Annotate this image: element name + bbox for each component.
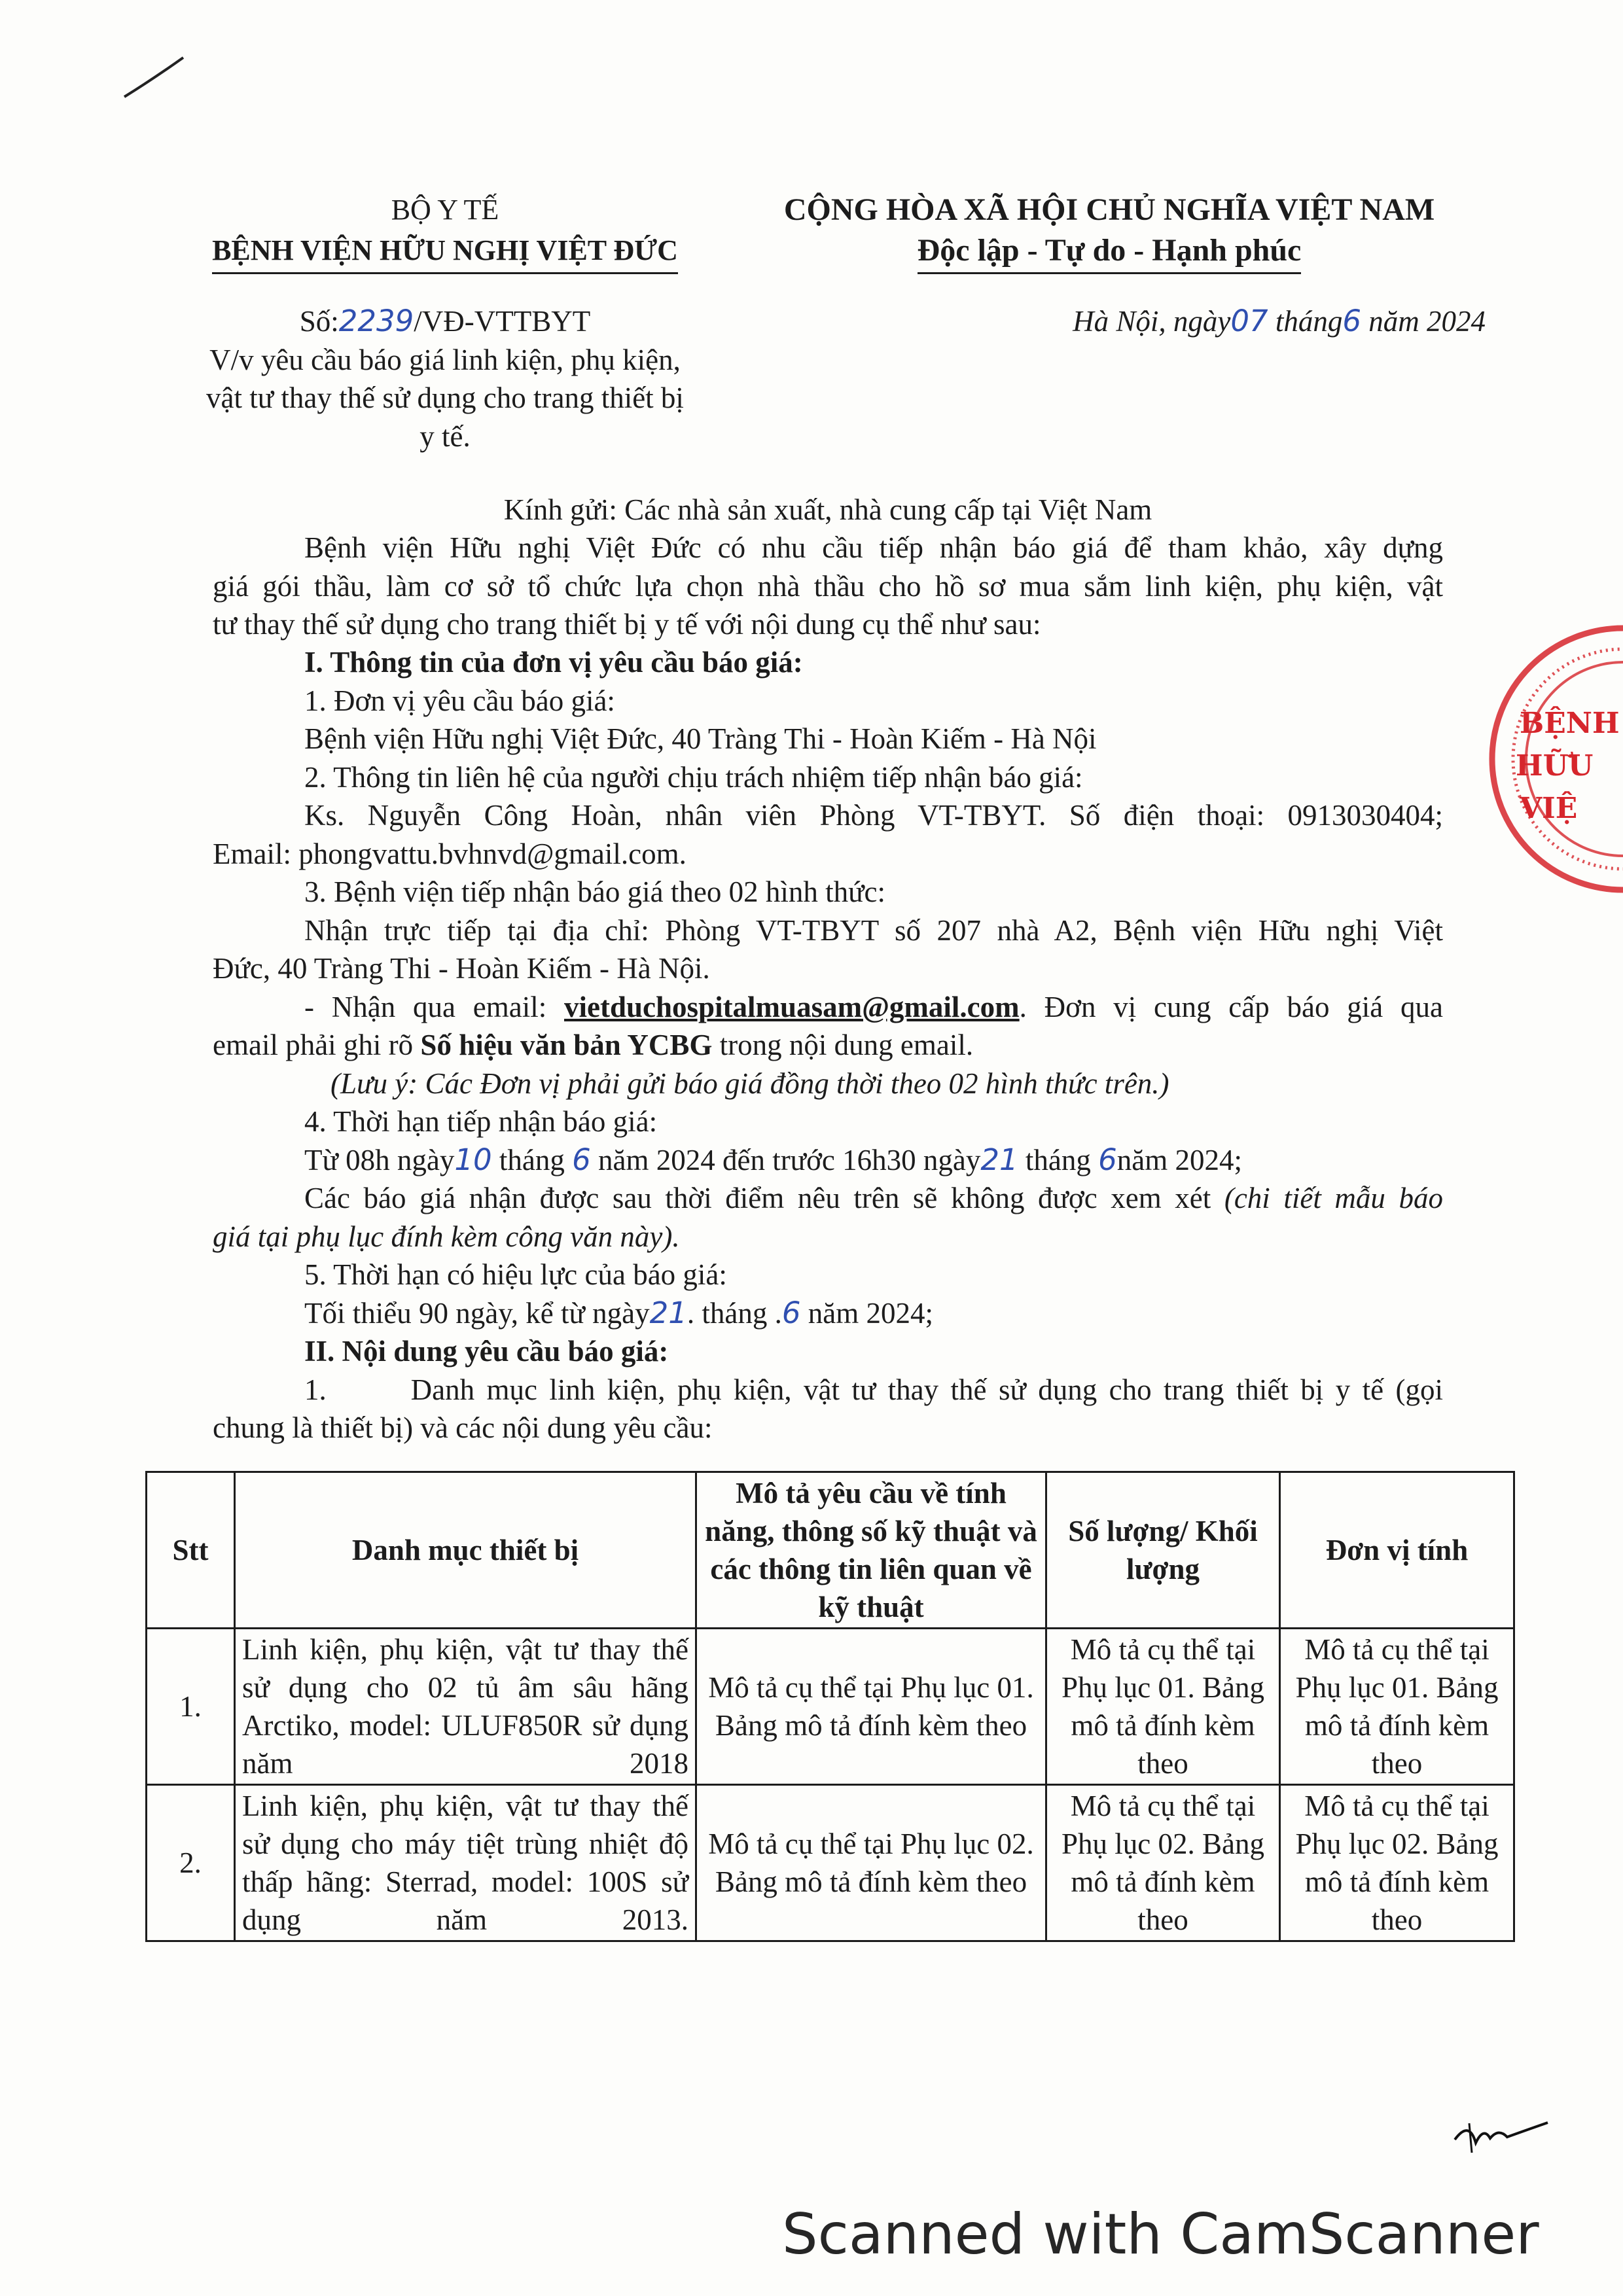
row-unit: Mô tả cụ thể tại Phụ lục 02. Bảng mô tả đính kèm theo xyxy=(1280,1785,1514,1941)
subject-line-3: y tế. xyxy=(419,419,471,453)
header-unit: Đơn vị tính xyxy=(1280,1472,1514,1629)
item-3-email-note: email phải ghi rõ Số hiệu văn bản YCBG trong nội dung email. xyxy=(213,1029,974,1061)
initials-mark xyxy=(1450,2113,1554,2159)
recipient-line: Kính gửi: Các nhà sản xuất, nhà cung cấp tại Việt Nam xyxy=(503,493,1152,526)
table-row xyxy=(147,1785,1514,1941)
hospital-name: BỆNH VIỆN HỮU NGHỊ VIỆT ĐỨC xyxy=(212,230,678,274)
reference-block xyxy=(173,302,717,455)
item-4-title: 4. Thời hạn tiếp nhận báo giá: xyxy=(304,1105,658,1138)
header-stt: Stt xyxy=(147,1472,235,1629)
row-device: Linh kiện, phụ kiện, vật tư thay thế sử dụng cho máy tiệt trùng nhiệt độ thấp hãng: Sterrad, model: 100S sử dụng năm 2013. xyxy=(235,1785,696,1941)
svg-text:VIỆ: VIỆ xyxy=(1520,792,1578,825)
section-1-title: I. Thông tin của đơn vị yêu cầu báo giá: xyxy=(304,646,803,679)
document-number: Số:2239/VĐ-VTTBYT xyxy=(299,304,591,338)
date-line: Hà Nội, ngày07 tháng6 năm 2024 xyxy=(1073,304,1486,338)
item-5-validity: Tối thiểu 90 ngày, kể từ ngày21. tháng .6 năm 2024; xyxy=(304,1296,933,1330)
subject-line-1: V/v yêu cầu báo giá linh kiện, phụ kiện, xyxy=(209,343,681,376)
item-2-title: 2. Thông tin liên hệ của người chịu trách nhiệm tiếp nhận báo giá: xyxy=(304,761,1083,794)
row-device: Linh kiện, phụ kiện, vật tư thay thế sử dụng cho 02 tủ âm sâu hãng Arctiko, model: ULUF850R sử dụng năm 2018 xyxy=(235,1629,696,1785)
national-header xyxy=(746,190,1472,274)
date-day: 07 xyxy=(1230,304,1268,338)
item-4-note-cont: giá tại phụ lục đính kèm công văn này). xyxy=(213,1220,680,1253)
item-2-email: Email: phongvattu.bvhnvd@gmail.com. xyxy=(213,838,687,870)
row-stt: 2. xyxy=(147,1785,235,1941)
item-3-email-line: - Nhận qua email: vietduchospitalmuasam@gmail.com. Đơn vị cung cấp báo giá qua xyxy=(304,991,1443,1023)
svg-text:HỮU: HỮU xyxy=(1516,749,1594,783)
official-seal xyxy=(1459,622,1623,896)
row-description: Mô tả cụ thể tại Phụ lục 02. Bảng mô tả đính kèm theo xyxy=(696,1785,1046,1941)
item-3-direct-cont: Đức, 40 Tràng Thi - Hoàn Kiếm - Hà Nội. xyxy=(213,952,710,985)
section-2-item-1-cont: chung là thiết bị) và các nội dung yêu cầu: xyxy=(213,1411,713,1444)
intro-paragraph: Bệnh viện Hữu nghị Việt Đức có nhu cầu tiếp nhận báo giá để tham khảo, xây dựng giá gói thầu, làm cơ sở tổ chức lựa chọn nhà thầu cho hồ sơ mua sắm linh kiện, phụ kiện, vật tư thay thế sử dụng cho trang thiết bị y tế với nội dung cụ thể như sau: xyxy=(213,531,1443,641)
requirements-table xyxy=(145,1471,1515,1942)
header-device-list: Danh mục thiết bị xyxy=(235,1472,696,1629)
section-2-item-1: 1. Danh mục linh kiện, phụ kiện, vật tư thay thế sử dụng cho trang thiết bị y tế (gọi xyxy=(304,1373,1443,1406)
date-month: 6 xyxy=(1342,304,1361,338)
item-1-value: Bệnh viện Hữu nghị Việt Đức, 40 Tràng Thi - Hoàn Kiếm - Hà Nội xyxy=(304,722,1097,755)
document-number-handwritten: 2239 xyxy=(338,304,414,338)
row-quantity: Mô tả cụ thể tại Phụ lục 01. Bảng mô tả đính kèm theo xyxy=(1046,1629,1280,1785)
item-1-title: 1. Đơn vị yêu cầu báo giá: xyxy=(304,684,615,717)
scanner-watermark: Scanned with CamScanner xyxy=(782,2202,1539,2267)
svg-text:BỆNH: BỆNH xyxy=(1520,707,1620,740)
table-row xyxy=(147,1629,1514,1785)
row-description: Mô tả cụ thể tại Phụ lục 01. Bảng mô tả đính kèm theo xyxy=(696,1629,1046,1785)
table-header-row xyxy=(147,1472,1514,1629)
item-3-note: (Lưu ý: Các Đơn vị phải gửi báo giá đồng thời theo 02 hình thức trên.) xyxy=(330,1067,1169,1100)
section-2-title: II. Nội dung yêu cầu báo giá: xyxy=(304,1335,669,1368)
header-quantity: Số lượng/ Khối lượng xyxy=(1046,1472,1280,1629)
item-3-direct: Nhận trực tiếp tại địa chỉ: Phòng VT-TBYT số 207 nhà A2, Bệnh viện Hữu nghị Việt xyxy=(304,914,1443,947)
org-header xyxy=(173,190,717,274)
header-description: Mô tả yêu cầu về tính năng, thông số kỹ thuật và các thông tin liên quan về kỹ thuật xyxy=(696,1472,1046,1629)
motto: Độc lập - Tự do - Hạnh phúc xyxy=(918,230,1302,274)
pen-mark xyxy=(118,52,190,105)
republic-title: CỘNG HÒA XÃ HỘI CHỦ NGHĨA VIỆT NAM xyxy=(783,192,1435,227)
row-quantity: Mô tả cụ thể tại Phụ lục 02. Bảng mô tả đính kèm theo xyxy=(1046,1785,1280,1941)
row-unit: Mô tả cụ thể tại Phụ lục 01. Bảng mô tả đính kèm theo xyxy=(1280,1629,1514,1785)
item-5-title: 5. Thời hạn có hiệu lực của báo giá: xyxy=(304,1258,727,1291)
row-stt: 1. xyxy=(147,1629,235,1785)
item-3-title: 3. Bệnh viện tiếp nhận báo giá theo 02 hình thức: xyxy=(304,875,885,908)
ministry-name: BỘ Y TẾ xyxy=(391,194,499,226)
item-4-period: Từ 08h ngày10 tháng 6 năm 2024 đến trước 16h30 ngày21 tháng 6năm 2024; xyxy=(304,1142,1242,1177)
submission-email-link[interactable]: vietduchospitalmuasam@gmail.com xyxy=(564,991,1020,1023)
item-4-note: Các báo giá nhận được sau thời điểm nêu trên sẽ không được xem xét (chi tiết mẫu báo xyxy=(304,1182,1443,1214)
subject-line-2: vật tư thay thế sử dụng cho trang thiết bị xyxy=(206,381,684,414)
item-2-contact: Ks. Nguyễn Công Hoàn, nhân viên Phòng VT-TBYT. Số điện thoại: 0913030404; xyxy=(304,799,1443,832)
